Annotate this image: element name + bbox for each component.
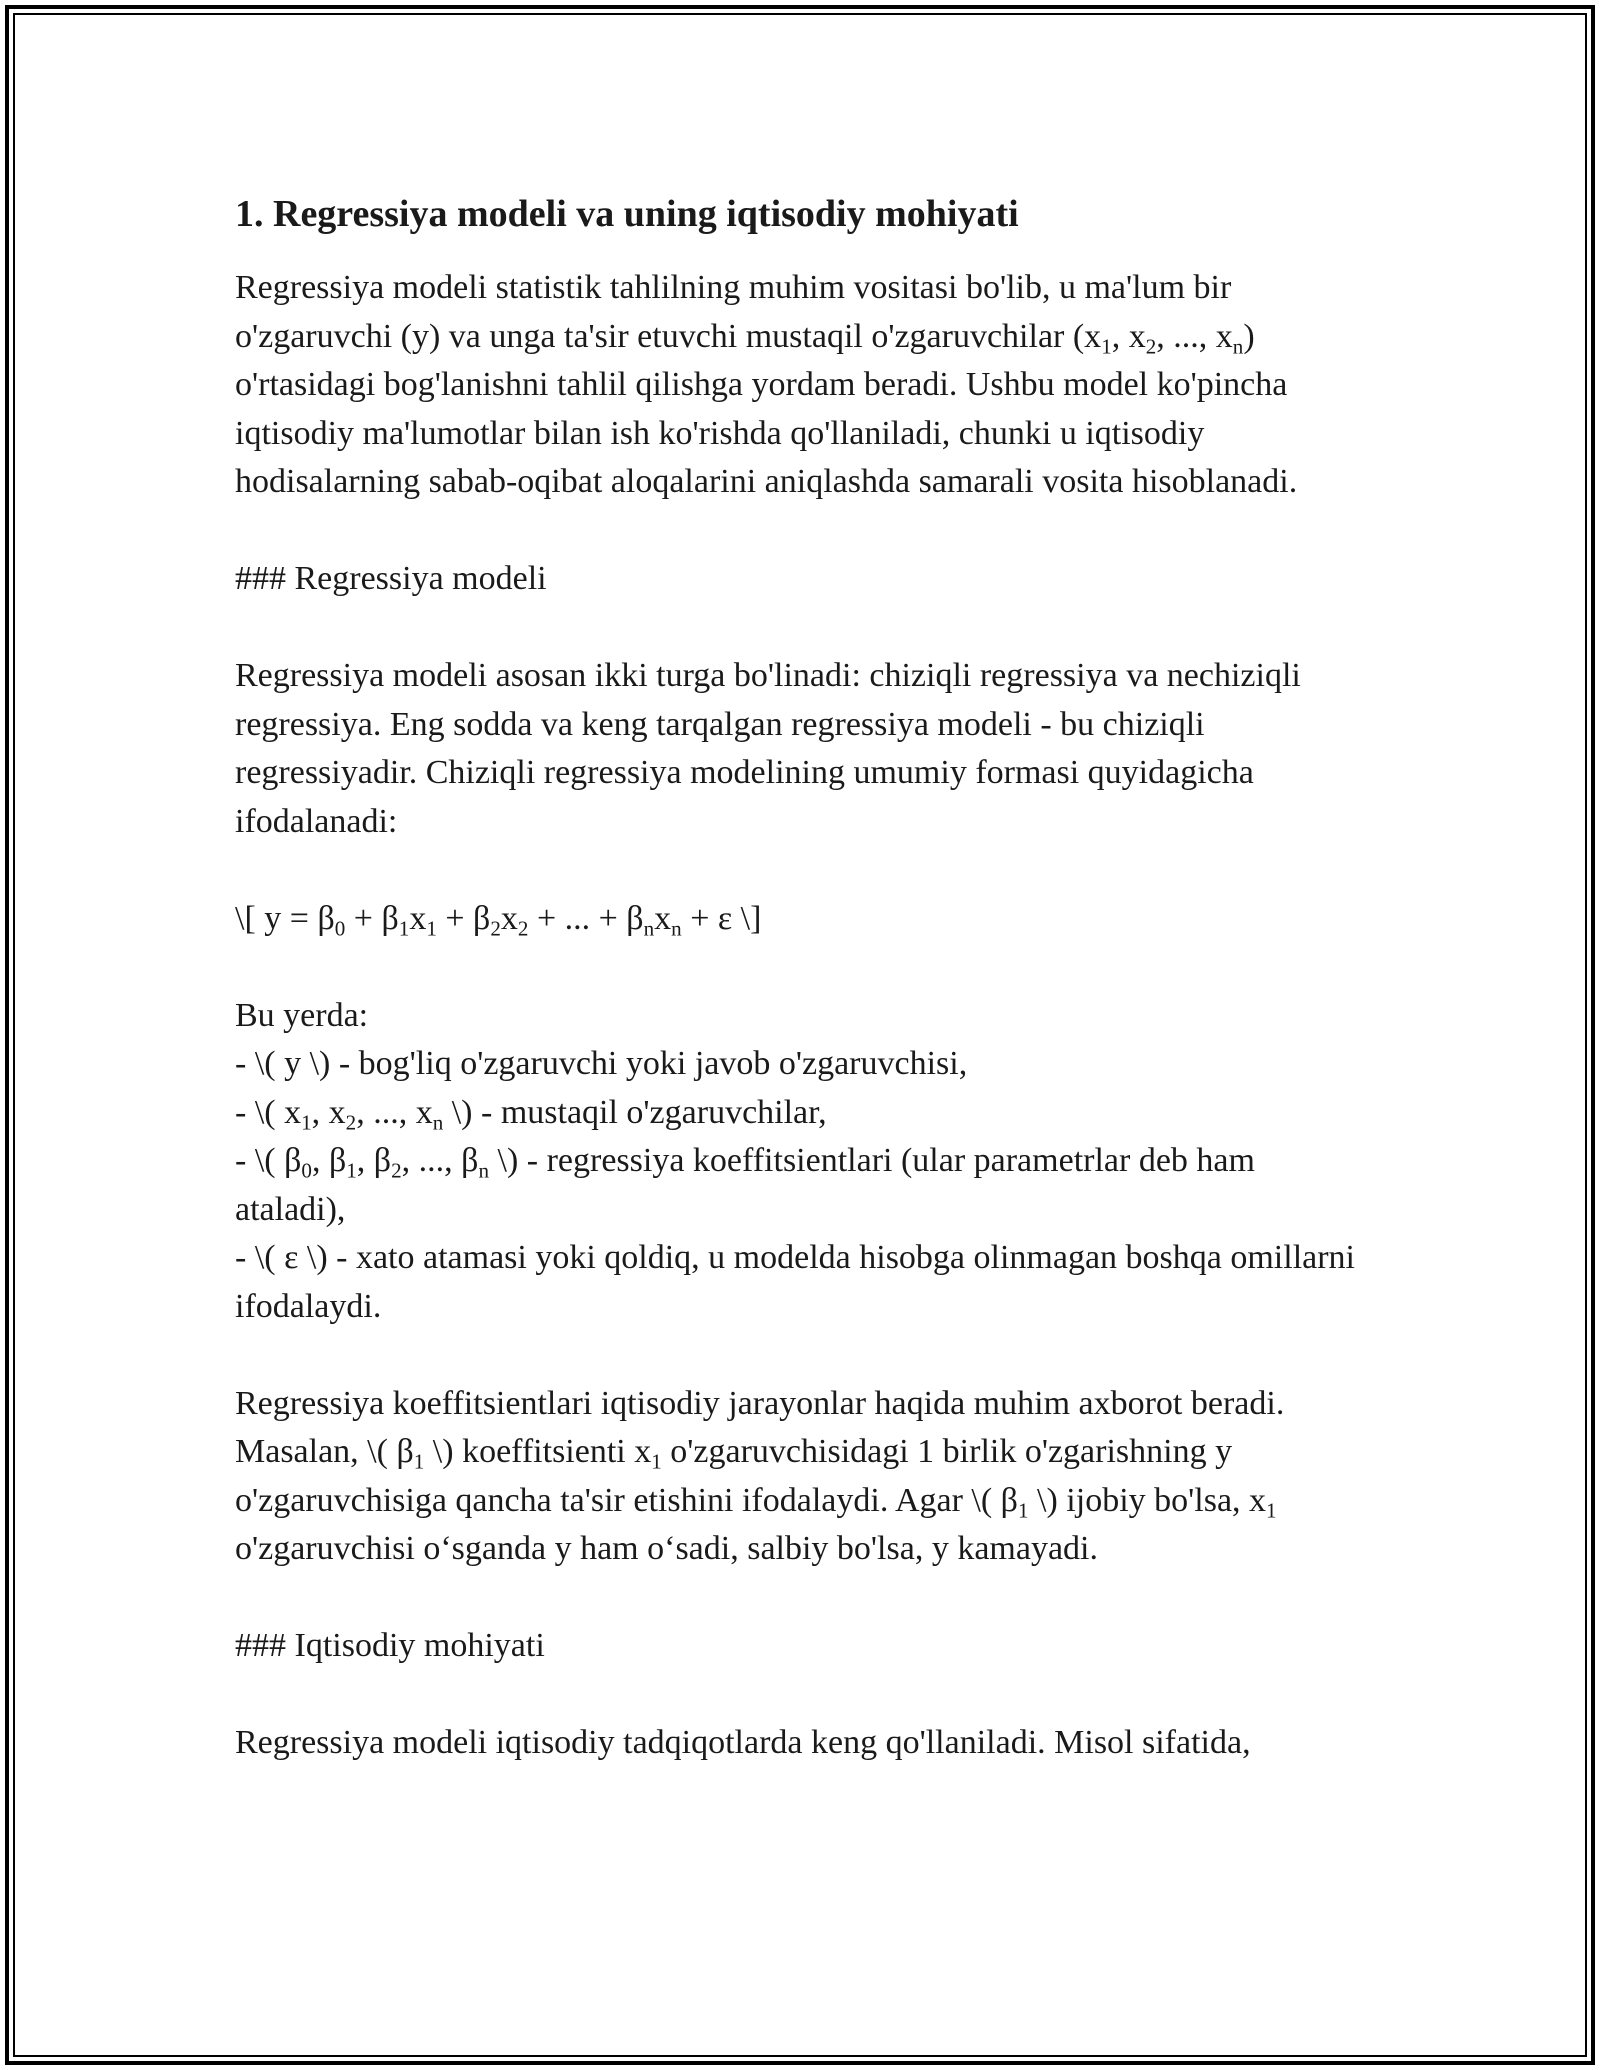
regression-equation — [235, 895, 1365, 944]
text-run: , β — [311, 1142, 347, 1179]
subscript: 1 — [301, 1109, 312, 1134]
subscript: 1 — [1266, 1497, 1277, 1522]
subscript: 1 — [426, 915, 437, 940]
subscript: n — [1232, 333, 1244, 358]
list-item-epsilon: - \( ε \) - xato atamasi yoki qoldiq, u modelda hisobga olinmagan boshqa omillarni ifodalaydi. — [235, 1239, 1356, 1325]
subscript: 2 — [345, 1109, 357, 1134]
document-body — [235, 186, 1365, 1768]
coefficients-paragraph — [235, 1380, 1365, 1574]
subscript: 1 — [398, 915, 410, 940]
subscript: n — [432, 1109, 444, 1134]
subscript: 0 — [334, 915, 346, 940]
text-run: + ... + β — [528, 899, 644, 937]
text-run: \) - mustaqil o'zgaruvchilar, — [443, 1093, 827, 1131]
list-item-y: - \( y \) - bog'liq o'zgaruvchi yoki javob o'zgaruvchisi, — [235, 1045, 968, 1082]
text-run: o'zgaruvchisidagi 1 birlik o'zgarishning y o'zgaruvchisiga qancha ta'sir etishini ifodalaydi. Agar \( β — [235, 1433, 1233, 1519]
text-run: , x — [1111, 317, 1146, 355]
text-run: , ..., x — [1156, 317, 1233, 355]
text-run: x — [409, 899, 427, 937]
subscript: 2 — [517, 915, 529, 940]
subscript: 2 — [1145, 333, 1157, 358]
text-run: - \( β — [235, 1142, 302, 1179]
subscript: 2 — [490, 915, 501, 940]
subscript: 1 — [346, 1158, 357, 1183]
text-run: o'zgaruvchisi o‘sganda y ham o‘sadi, salbiy bo'lsa, y kamayadi. — [235, 1530, 1098, 1567]
text-run: Regressiya koeffitsientlari iqtisodiy jarayonlar haqida muhim axborot beradi. Masalan, \( β — [235, 1384, 1285, 1470]
text-run: + β — [436, 899, 491, 937]
subheading-model: ### Regressiya modeli — [235, 560, 547, 597]
text-run: ) o'rtasidagi bog'lanishni tahlil qilishga yordam beradi. Ushbu model ko'pincha iqtisodiy ma'lumotlar bilan ish ko'rishda qo'llaniladi, chunki u iqtisodiy hodisalarning sabab-oqibat aloqalarini aniqlashda samarali vosita hisoblanadi. — [235, 317, 1298, 500]
intro-paragraph — [235, 264, 1365, 507]
subscript: n — [643, 915, 655, 940]
subscript: 1 — [651, 1449, 662, 1474]
subheading-iqtisodiy: ### Iqtisodiy mohiyati — [235, 1627, 545, 1664]
section-heading: 1. Regressiya modeli va uning iqtisodiy mohiyati — [235, 193, 1019, 235]
subscript: 0 — [301, 1158, 312, 1183]
text-run: \) - regressiya koeffitsientlari (ular parametrlar deb ham ataladi), — [235, 1142, 1255, 1228]
text-run: Regressiya modeli statistik tahlilning muhim vositasi bo'lib, u ma'lum bir o'zgaruvchi (y) va unga ta'sir etuvchi mustaqil o'zgaruvchilar (x — [235, 269, 1232, 355]
text-run: x — [654, 899, 672, 937]
text-run: , β — [356, 1142, 392, 1179]
text-run: x — [500, 899, 518, 937]
text-run: , x — [311, 1093, 346, 1131]
text-run: \) ijobiy bo'lsa, x — [1028, 1481, 1267, 1519]
text-run: \) koeffitsienti x — [424, 1433, 652, 1470]
final-paragraph: Regressiya modeli iqtisodiy tadqiqotlarda keng qo'llaniladi. Misol sifatida, — [235, 1724, 1251, 1761]
subscript: 1 — [1101, 333, 1112, 358]
text-run: + β — [345, 899, 399, 937]
subscript: 1 — [1017, 1497, 1029, 1522]
model-types-paragraph: Regressiya modeli asosan ikki turga bo'linadi: chiziqli regressiya va nechiziqli regressiya. Eng sodda va keng tarqalgan regressiya modeli - bu chiziqli regressiyadir. Chiziqli regressiya modelining umumiy formasi quyidagicha ifodalanadi: — [235, 657, 1301, 840]
subscript: 1 — [413, 1449, 425, 1474]
subscript: 2 — [391, 1158, 402, 1183]
subscript: n — [671, 915, 682, 940]
list-item-x — [235, 1089, 1365, 1138]
list-item-beta — [235, 1137, 1365, 1234]
text-run: - \( x — [235, 1093, 302, 1131]
text-run: , ..., β — [401, 1142, 479, 1179]
text-run: \[ y = β — [235, 899, 335, 937]
bu-yerda-label: Bu yerda: — [235, 996, 369, 1034]
text-run: , ..., x — [356, 1093, 433, 1131]
text-run: + ε \] — [681, 899, 762, 937]
subscript: n — [478, 1158, 490, 1183]
